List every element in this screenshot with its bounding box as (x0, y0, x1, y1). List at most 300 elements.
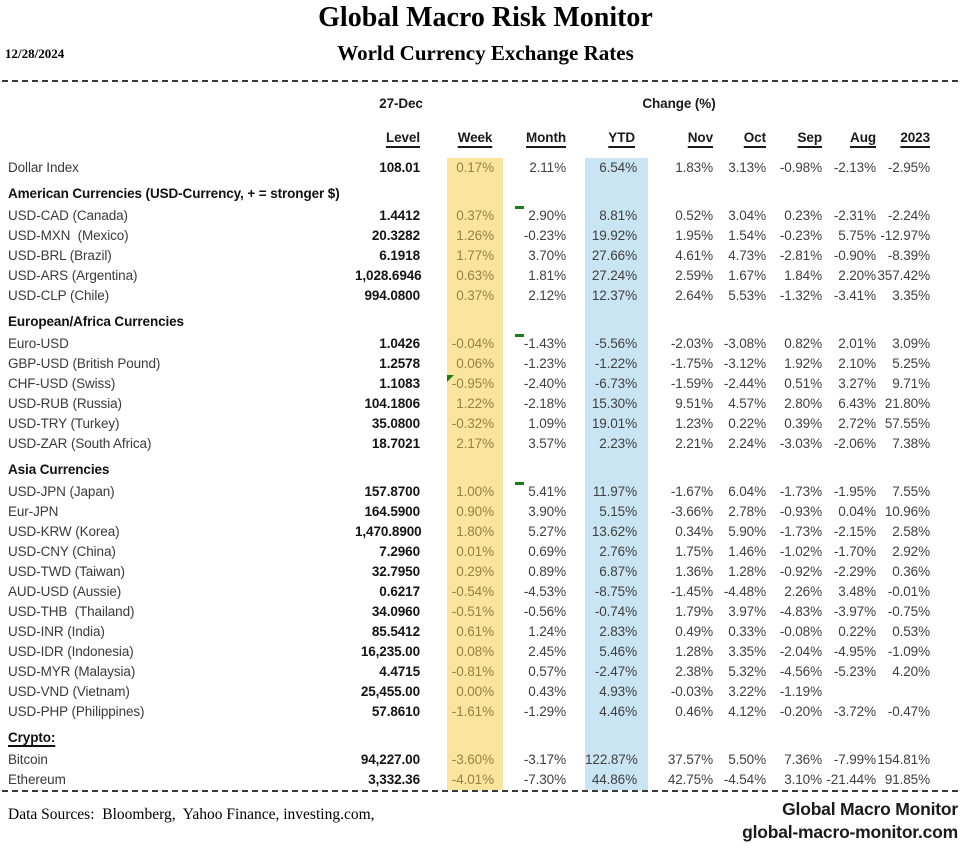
currency-row (0, 562, 971, 582)
cell-sep: -0.08% (779, 624, 822, 639)
cell-aug: 0.04% (838, 504, 876, 519)
cell-oct: 5.50% (728, 752, 766, 767)
cell-ytd: 11.97% (592, 484, 637, 499)
cell-sep: 7.36% (784, 752, 822, 767)
column-header-2023: 2023 (900, 130, 930, 145)
data-sources-note: Data Sources: Bloomberg, Yahoo Finance, investing.com, (8, 806, 375, 823)
cell-ytd: 2.83% (599, 624, 637, 639)
cell-week: 0.90% (456, 504, 494, 519)
cell-nov: 1.95% (675, 228, 713, 243)
cell-nov: 42.75% (667, 772, 713, 787)
cell-nov: 1.83% (675, 160, 713, 175)
currency-label: Euro-USD (8, 336, 69, 351)
cell-month: 0.57% (528, 664, 566, 679)
report-date: 12/28/2024 (5, 46, 65, 61)
cell-level: 4.4715 (379, 664, 420, 679)
cell-y2023: -12.97% (880, 228, 930, 243)
cell-week: 1.80% (456, 524, 494, 539)
cell-nov: 2.21% (675, 436, 713, 451)
currency-label: Ethereum (8, 772, 66, 787)
cell-nov: -1.75% (670, 356, 713, 371)
cell-level: 104.1806 (364, 396, 420, 411)
currency-row (0, 770, 971, 790)
currency-row (0, 482, 971, 502)
cell-month: 3.90% (528, 504, 566, 519)
cell-y2023: 357.42% (877, 268, 930, 283)
currency-label: USD-CLP (Chile) (8, 288, 110, 303)
cell-ytd: 19.92% (591, 228, 637, 243)
brand-block (742, 798, 958, 844)
cell-aug: -1.95% (833, 484, 876, 499)
cell-week: 0.00% (456, 684, 494, 699)
cell-nov: 4.61% (675, 248, 713, 263)
cell-week: 0.37% (456, 288, 494, 303)
column-header-month: Month (526, 130, 566, 145)
currency-label: USD-CNY (China) (8, 544, 116, 559)
cell-sep: -1.73% (779, 524, 822, 539)
cell-y2023: -0.75% (887, 604, 930, 619)
cell-nov: -1.45% (670, 584, 713, 599)
cell-nov: -1.59% (670, 376, 713, 391)
cell-month: -3.17% (523, 752, 566, 767)
cell-ytd: 2.23% (599, 436, 637, 451)
cell-week: 0.37% (456, 208, 494, 223)
cell-oct: -4.54% (723, 772, 766, 787)
cell-sep: 1.84% (784, 268, 822, 283)
cell-ytd: 44.86% (591, 772, 637, 787)
section-label: American Currencies (USD-Currency, + = stronger $) (8, 186, 340, 201)
currency-row (0, 642, 971, 662)
cell-y2023: 2.58% (892, 524, 930, 539)
cell-oct: 1.46% (728, 544, 766, 559)
cell-level: 35.0800 (371, 416, 420, 431)
cell-aug: -21.44% (826, 772, 876, 787)
cell-y2023: 0.36% (892, 564, 930, 579)
currency-row (0, 750, 971, 770)
cell-y2023: 3.35% (892, 288, 930, 303)
cell-aug: 0.22% (838, 624, 876, 639)
cell-oct: 3.97% (728, 604, 766, 619)
cell-oct: 0.22% (728, 416, 766, 431)
cell-month: 1.81% (528, 268, 566, 283)
cell-ytd: 27.24% (591, 268, 637, 283)
cell-week: -0.81% (451, 664, 494, 679)
section-header-row (0, 178, 971, 206)
cell-level: 1,028.6946 (355, 268, 422, 283)
cell-y2023: 4.20% (892, 664, 930, 679)
currency-row (0, 682, 971, 702)
currency-row (0, 226, 971, 246)
cell-y2023: 5.25% (892, 356, 930, 371)
currency-row (0, 502, 971, 522)
cell-oct: 0.33% (728, 624, 766, 639)
cell-level: 157.8700 (364, 484, 420, 499)
cell-sep: 0.39% (784, 416, 822, 431)
cell-sep: -2.04% (779, 644, 822, 659)
cell-sep: -0.98% (779, 160, 822, 175)
cell-oct: 3.13% (728, 160, 766, 175)
cell-week: 0.29% (456, 564, 494, 579)
cell-aug: -0.90% (833, 248, 876, 263)
cell-month: 2.45% (528, 644, 566, 659)
cell-sep: -1.73% (779, 484, 822, 499)
section-label: Asia Currencies (8, 462, 110, 477)
cell-aug: -2.06% (833, 436, 876, 451)
column-header-sep: Sep (797, 130, 822, 145)
cell-aug: 5.75% (838, 228, 876, 243)
cell-month: -2.18% (523, 396, 566, 411)
cell-month: 5.27% (528, 524, 566, 539)
currency-label: Bitcoin (8, 752, 48, 767)
cell-week: 0.01% (456, 544, 494, 559)
cell-week: 0.06% (456, 356, 494, 371)
column-header-row (0, 130, 971, 152)
cell-oct: 2.24% (728, 436, 766, 451)
cell-oct: 4.12% (728, 704, 766, 719)
cell-week: -0.95% (451, 376, 494, 391)
cell-sep: 0.51% (784, 376, 822, 391)
cell-sep: 2.80% (784, 396, 822, 411)
cell-oct: 3.35% (728, 644, 766, 659)
cell-y2023: 154.81% (877, 752, 930, 767)
currency-row (0, 702, 971, 722)
currency-label: Dollar Index (8, 160, 79, 175)
cell-nov: 9.51% (675, 396, 713, 411)
cell-aug: -5.23% (833, 664, 876, 679)
cell-sep: -2.81% (779, 248, 822, 263)
cell-week: 1.77% (456, 248, 494, 263)
currency-label: USD-VND (Vietnam) (8, 684, 130, 699)
column-header-nov: Nov (687, 130, 713, 145)
cell-y2023: 91.85% (884, 772, 930, 787)
column-header-aug: Aug (850, 130, 876, 145)
cell-oct: 1.54% (728, 228, 766, 243)
currency-row (0, 246, 971, 266)
section-header-row (0, 722, 971, 750)
cell-oct: 6.04% (728, 484, 766, 499)
cell-level: 0.6217 (379, 584, 420, 599)
currency-row (0, 662, 971, 682)
cell-ytd: 27.66% (591, 248, 637, 263)
cell-month: 2.90% (528, 208, 566, 223)
cell-ytd: 5.46% (599, 644, 637, 659)
cell-ytd: 15.30% (591, 396, 637, 411)
cell-ytd: 5.15% (599, 504, 637, 519)
cell-y2023: 21.80% (884, 396, 930, 411)
currency-row (0, 158, 971, 178)
cell-month: -4.53% (523, 584, 566, 599)
currency-label: AUD-USD (Aussie) (8, 584, 122, 599)
currency-label: Eur-JPN (8, 504, 59, 519)
currency-label: USD-PHP (Philippines) (8, 704, 145, 719)
currency-label: USD-BRL (Brazil) (8, 248, 112, 263)
table-body (0, 158, 971, 790)
cell-level: 94,227.00 (360, 752, 420, 767)
cell-month: 0.43% (528, 684, 566, 699)
cell-level: 1.4412 (379, 208, 420, 223)
cell-sep: -0.23% (779, 228, 822, 243)
cell-y2023: -0.01% (887, 584, 930, 599)
cell-ytd: 6.87% (599, 564, 637, 579)
section-header-row (0, 454, 971, 482)
cell-oct: 2.78% (728, 504, 766, 519)
currency-label: USD-CAD (Canada) (8, 208, 128, 223)
cell-level: 16,235.00 (360, 644, 420, 659)
cell-level: 994.0800 (364, 288, 420, 303)
cell-level: 3,332.36 (368, 772, 420, 787)
cell-nov: 1.28% (675, 644, 713, 659)
cell-week: -1.61% (451, 704, 494, 719)
cell-sep: -1.19% (779, 684, 822, 699)
section-label: Crypto: (8, 730, 56, 745)
cell-week: -0.32% (451, 416, 494, 431)
cell-y2023: 9.71% (892, 376, 930, 391)
cell-y2023: 3.09% (892, 336, 930, 351)
brand-name: Global Macro Monitor (782, 799, 958, 819)
cell-level: 1.1083 (379, 376, 420, 391)
cell-week: 1.22% (456, 396, 494, 411)
cell-ytd: 4.93% (599, 684, 637, 699)
cell-corner-flag-icon (447, 375, 454, 382)
currency-row (0, 206, 971, 226)
cell-nov: 1.79% (675, 604, 713, 619)
cell-sep: -1.02% (779, 544, 822, 559)
brand-url: global-macro-monitor.com (742, 822, 958, 842)
cell-y2023: 2.92% (892, 544, 930, 559)
cell-week: -0.54% (451, 584, 494, 599)
cell-level: 57.8610 (371, 704, 420, 719)
cell-month: -1.29% (523, 704, 566, 719)
cell-ytd: 6.54% (599, 160, 637, 175)
cell-month: -0.56% (523, 604, 566, 619)
currency-label: USD-RUB (Russia) (8, 396, 122, 411)
currency-label: GBP-USD (British Pound) (8, 356, 161, 371)
cell-oct: -3.12% (723, 356, 766, 371)
currency-label: USD-ZAR (South Africa) (8, 436, 152, 451)
cell-ytd: -8.75% (594, 584, 637, 599)
cell-sep: -1.32% (779, 288, 822, 303)
cell-ytd: 12.37% (591, 288, 637, 303)
cell-sep: -0.92% (779, 564, 822, 579)
column-header-week: Week (457, 130, 493, 145)
cell-y2023: -2.95% (887, 160, 930, 175)
cell-y2023: -1.09% (887, 644, 930, 659)
cell-y2023: 0.53% (892, 624, 930, 639)
cell-sep: -0.93% (779, 504, 822, 519)
cell-nov: 1.75% (675, 544, 713, 559)
cell-nov: -0.03% (670, 684, 713, 699)
cell-aug: -7.99% (833, 752, 876, 767)
column-header-ytd: YTD (608, 130, 635, 145)
exchange-rate-table (0, 94, 971, 790)
cell-sep: 1.92% (784, 356, 822, 371)
cell-level: 1.0426 (379, 336, 420, 351)
cell-aug: -4.95% (833, 644, 876, 659)
cell-y2023: 7.38% (892, 436, 930, 451)
cell-y2023: 57.55% (884, 416, 930, 431)
cell-aug: 6.43% (838, 396, 876, 411)
cell-ytd: 13.62% (591, 524, 637, 539)
currency-row (0, 542, 971, 562)
currency-row (0, 266, 971, 286)
currency-row (0, 286, 971, 306)
cell-nov: -2.03% (670, 336, 713, 351)
cell-oct: 3.04% (728, 208, 766, 223)
currency-row (0, 354, 971, 374)
cell-sep: -0.20% (779, 704, 822, 719)
cell-month: -7.30% (523, 772, 566, 787)
cell-aug: 2.10% (838, 356, 876, 371)
cell-month: 1.09% (528, 416, 566, 431)
currency-label: USD-THB (Thailand) (8, 604, 135, 619)
column-header-oct: Oct (743, 130, 766, 145)
cell-level: 108.01 (379, 160, 420, 175)
currency-label: USD-KRW (Korea) (8, 524, 120, 539)
cell-month: -2.40% (523, 376, 566, 391)
cell-y2023: -2.24% (887, 208, 930, 223)
cell-sep: 2.26% (784, 584, 822, 599)
cell-y2023: 7.55% (892, 484, 930, 499)
cell-y2023: -8.39% (887, 248, 930, 263)
currency-row (0, 434, 971, 454)
currency-label: USD-MYR (Malaysia) (8, 664, 136, 679)
cell-nov: 2.38% (675, 664, 713, 679)
currency-row (0, 522, 971, 542)
currency-label: USD-ARS (Argentina) (8, 268, 138, 283)
cell-week: 1.26% (456, 228, 494, 243)
cell-nov: 1.23% (675, 416, 713, 431)
cell-aug: -3.97% (833, 604, 876, 619)
page-title: Global Macro Risk Monitor (318, 2, 653, 33)
cell-aug: -3.41% (833, 288, 876, 303)
cell-level: 32.7950 (371, 564, 420, 579)
cell-ytd: -1.22% (594, 356, 637, 371)
cell-level: 25,455.00 (360, 684, 420, 699)
currency-label: USD-INR (India) (8, 624, 105, 639)
cell-ytd: 19.01% (591, 416, 637, 431)
cell-month: 0.69% (528, 544, 566, 559)
cell-y2023: -0.47% (887, 704, 930, 719)
cell-level: 6.1918 (379, 248, 420, 263)
cell-aug: -1.70% (833, 544, 876, 559)
column-header-level: Level (385, 130, 420, 145)
cell-week: 0.63% (456, 268, 494, 283)
currency-row (0, 414, 971, 434)
page-subtitle: World Currency Exchange Rates (337, 41, 634, 65)
cell-ytd: 2.76% (599, 544, 637, 559)
cell-level: 18.7021 (371, 436, 420, 451)
cell-sep: 0.82% (784, 336, 822, 351)
currency-row (0, 622, 971, 642)
cell-aug: -2.29% (833, 564, 876, 579)
cell-sep: -4.56% (779, 664, 822, 679)
cell-sep: 3.10% (784, 772, 822, 787)
cell-aug: 2.20% (838, 268, 876, 283)
cell-nov: 0.49% (675, 624, 713, 639)
cell-month: 3.70% (528, 248, 566, 263)
cell-nov: -1.67% (670, 484, 713, 499)
cell-month: 1.24% (528, 624, 566, 639)
cell-nov: 37.57% (667, 752, 713, 767)
cell-week: 0.08% (456, 644, 494, 659)
cell-oct: -4.48% (723, 584, 766, 599)
cell-month: 3.57% (528, 436, 566, 451)
currency-label: USD-JPN (Japan) (8, 484, 115, 499)
cell-level: 1,470.8900 (355, 524, 422, 539)
cell-level: 164.5900 (364, 504, 420, 519)
cell-week: -0.51% (451, 604, 494, 619)
cell-month: 5.41% (528, 484, 566, 499)
cell-level: 7.2960 (379, 544, 420, 559)
cell-oct: 1.67% (728, 268, 766, 283)
cell-oct: 5.32% (728, 664, 766, 679)
cell-level: 20.3282 (371, 228, 420, 243)
cell-aug: 3.48% (838, 584, 876, 599)
cell-nov: 0.52% (675, 208, 713, 223)
cell-oct: -2.44% (723, 376, 766, 391)
cell-nov: 2.64% (675, 288, 713, 303)
currency-label: USD-MXN (Mexico) (8, 228, 129, 243)
cell-oct: 5.90% (728, 524, 766, 539)
cell-week: 2.17% (456, 436, 494, 451)
group-header-row (0, 94, 971, 130)
currency-label: USD-TWD (Taiwan) (8, 564, 125, 579)
level-date-header: 27-Dec (379, 96, 423, 111)
cell-aug: 2.01% (838, 336, 876, 351)
cell-aug: -2.13% (833, 160, 876, 175)
cell-month: -1.43% (523, 336, 566, 351)
cell-ytd: -0.74% (594, 604, 637, 619)
cell-oct: 4.57% (728, 396, 766, 411)
cell-sep: 0.23% (784, 208, 822, 223)
section-label: European/Africa Currencies (8, 314, 184, 329)
cell-ytd: 8.81% (599, 208, 637, 223)
currency-row (0, 374, 971, 394)
cell-week: 0.17% (456, 160, 494, 175)
cell-month: -1.23% (523, 356, 566, 371)
cell-ytd: -6.73% (594, 376, 637, 391)
cell-y2023: 10.96% (884, 504, 930, 519)
cell-nov: 0.46% (675, 704, 713, 719)
currency-row (0, 582, 971, 602)
cell-month: 2.11% (529, 160, 566, 175)
section-header-row (0, 306, 971, 334)
cell-oct: 4.73% (728, 248, 766, 263)
cell-aug: -3.72% (833, 704, 876, 719)
cell-sep: -3.03% (779, 436, 822, 451)
cell-oct: -3.08% (723, 336, 766, 351)
cell-level: 1.2578 (379, 356, 420, 371)
currency-label: USD-IDR (Indonesia) (8, 644, 134, 659)
cell-aug: 3.27% (838, 376, 876, 391)
cell-aug: 2.72% (838, 416, 876, 431)
cell-ytd: 122.87% (585, 752, 638, 767)
currency-row (0, 334, 971, 354)
cell-level: 34.0960 (371, 604, 420, 619)
cell-level: 85.5412 (371, 624, 420, 639)
cell-nov: 1.36% (675, 564, 713, 579)
cell-month: 0.89% (528, 564, 566, 579)
cell-oct: 1.28% (728, 564, 766, 579)
cell-week: -4.01% (451, 772, 494, 787)
cell-week: 0.61% (456, 624, 494, 639)
cell-oct: 3.22% (728, 684, 766, 699)
cell-month: 2.12% (528, 288, 566, 303)
currency-row (0, 602, 971, 622)
cell-week: -3.60% (451, 752, 494, 767)
currency-label: CHF-USD (Swiss) (8, 376, 116, 391)
cell-aug: -2.15% (833, 524, 876, 539)
